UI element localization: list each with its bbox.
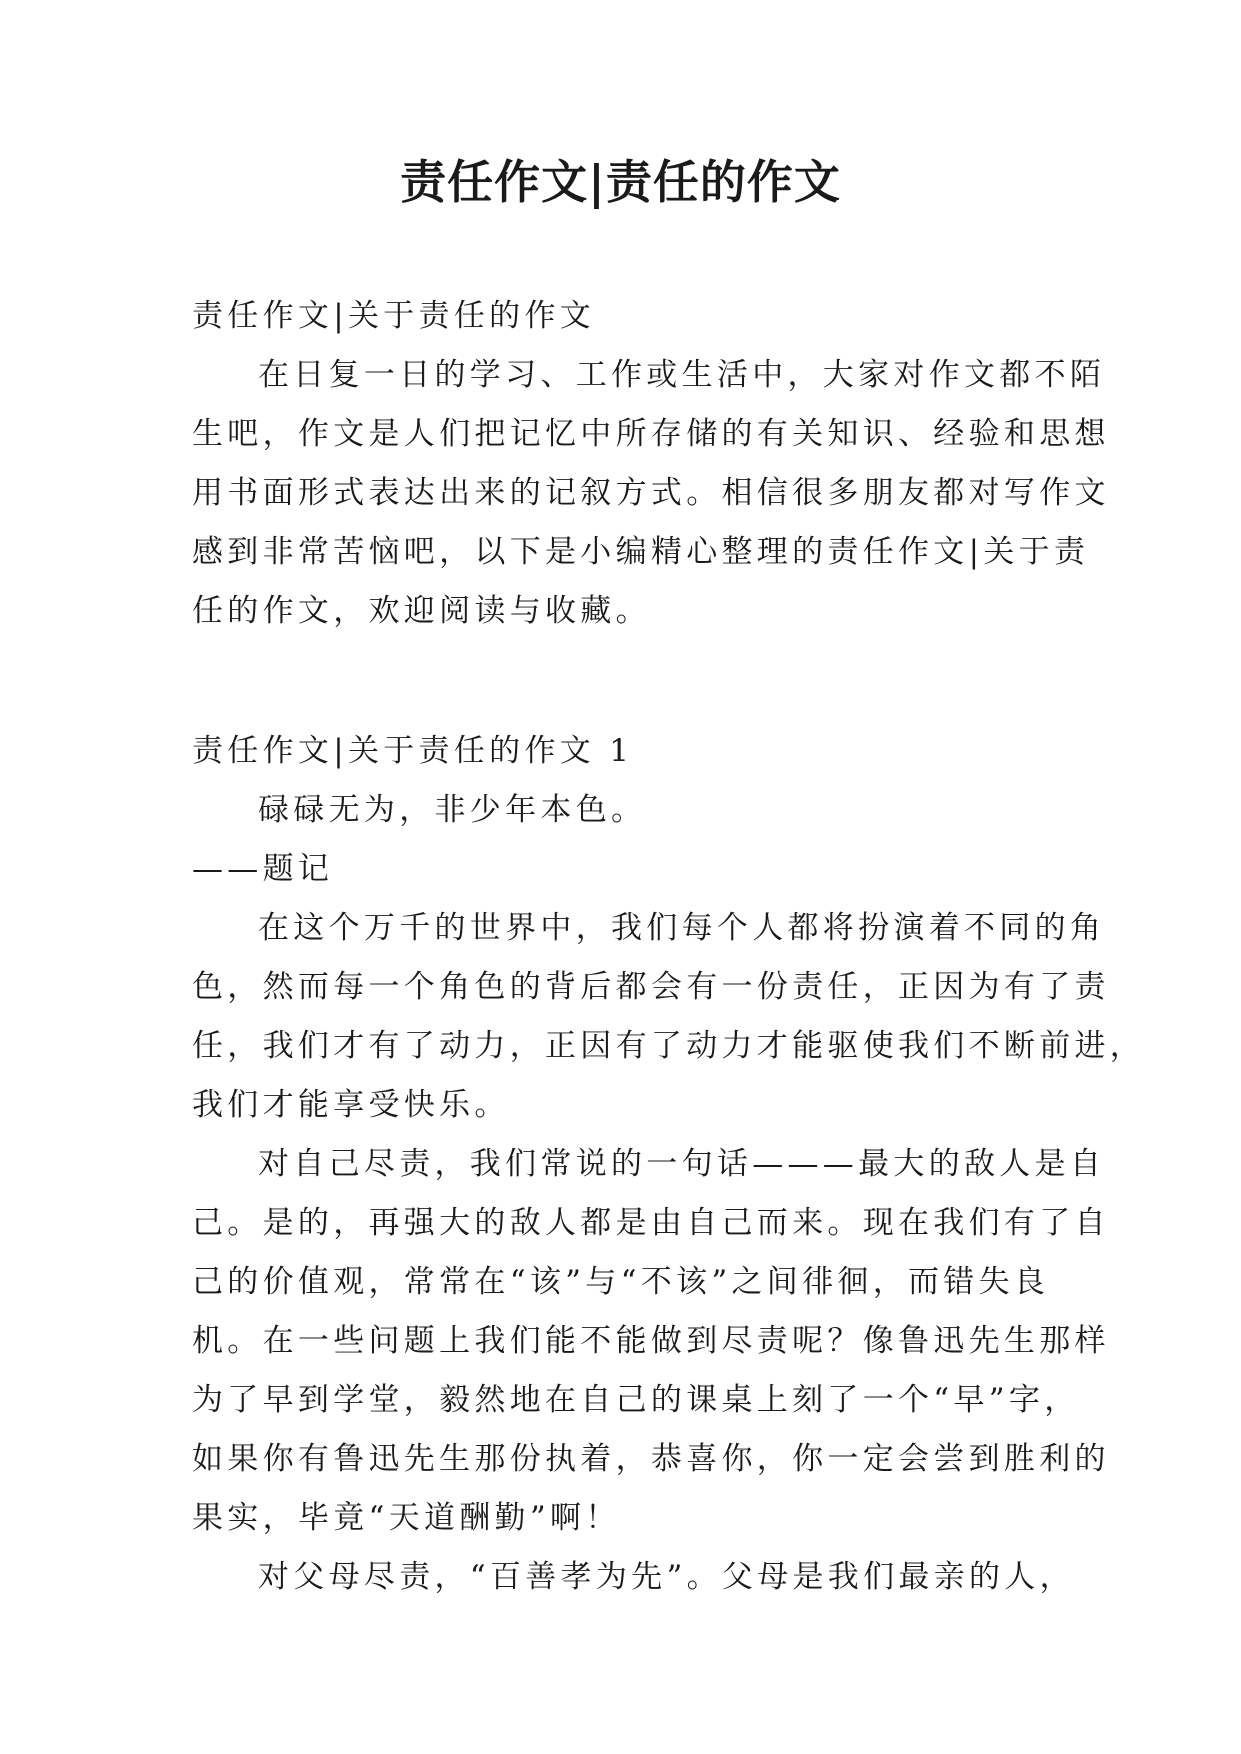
epigraph: 碌碌无为，非少年本色。: [258, 792, 647, 828]
paragraph-line: 己的价值观，常常在“该”与“不该”之间徘徊，而错失良: [192, 1264, 1050, 1300]
paragraph-line: 如果你有鲁迅先生那份执着，恭喜你，你一定会尝到胜利的: [192, 1441, 1110, 1477]
paragraph-line: 我们才能享受快乐。: [192, 1087, 510, 1123]
paragraph-line: 在这个万千的世界中，我们每个人都将扮演着不同的角: [258, 910, 1106, 946]
paragraph-line: 用书面形式表达出来的记叙方式。相信很多朋友都对写作文: [192, 475, 1110, 511]
paragraph-line: 任的作文，欢迎阅读与收藏。: [192, 593, 651, 629]
paragraph-line: 对自己尽责，我们常说的一句话———最大的敌人是自: [258, 1146, 1106, 1182]
essay-paragraph-3: [192, 1548, 1075, 1607]
paragraph-line: 在日复一日的学习、工作或生活中，大家对作文都不陌: [258, 357, 1106, 393]
essay-paragraph-2: [192, 1135, 1110, 1548]
paragraph-line: 生吧，作文是人们把记忆中所存储的有关知识、经验和思想: [192, 416, 1110, 452]
epigraph-source: ——题记: [192, 851, 334, 887]
document-body: [192, 287, 1146, 1607]
essay-heading: 责任作文|关于责任的作文 1: [192, 733, 634, 769]
document-title: 责任作文|责任的作文: [400, 155, 841, 209]
paragraph-line: 为了早到学堂，毅然地在自己的课桌上刻了一个“早”字，: [192, 1382, 1080, 1418]
paragraph-line: 任，我们才有了动力，正因有了动力才能驱使我们不断前进，: [192, 1028, 1146, 1064]
paragraph-line: 己。是的，再强大的敌人都是由自己而来。现在我们有了自: [192, 1205, 1110, 1241]
intro-heading: 责任作文|关于责任的作文: [192, 298, 596, 334]
paragraph-line: 对父母尽责，“百善孝为先”。父母是我们最亲的人，: [258, 1559, 1075, 1595]
intro-paragraph: [192, 346, 1110, 641]
paragraph-line: 果实，毕竟“天道酬勤”啊！: [192, 1500, 621, 1536]
section-spacer: [192, 641, 1072, 722]
paragraph-line: 色，然而每一个角色的背后都会有一份责任，正因为有了责: [192, 969, 1110, 1005]
paragraph-line: 机。在一些问题上我们能不能做到尽责呢？像鲁迅先生那样: [192, 1323, 1110, 1359]
paragraph-line: 感到非常苦恼吧，以下是小编精心整理的责任作文|关于责: [192, 534, 1090, 570]
essay-paragraph-1: [192, 899, 1146, 1135]
